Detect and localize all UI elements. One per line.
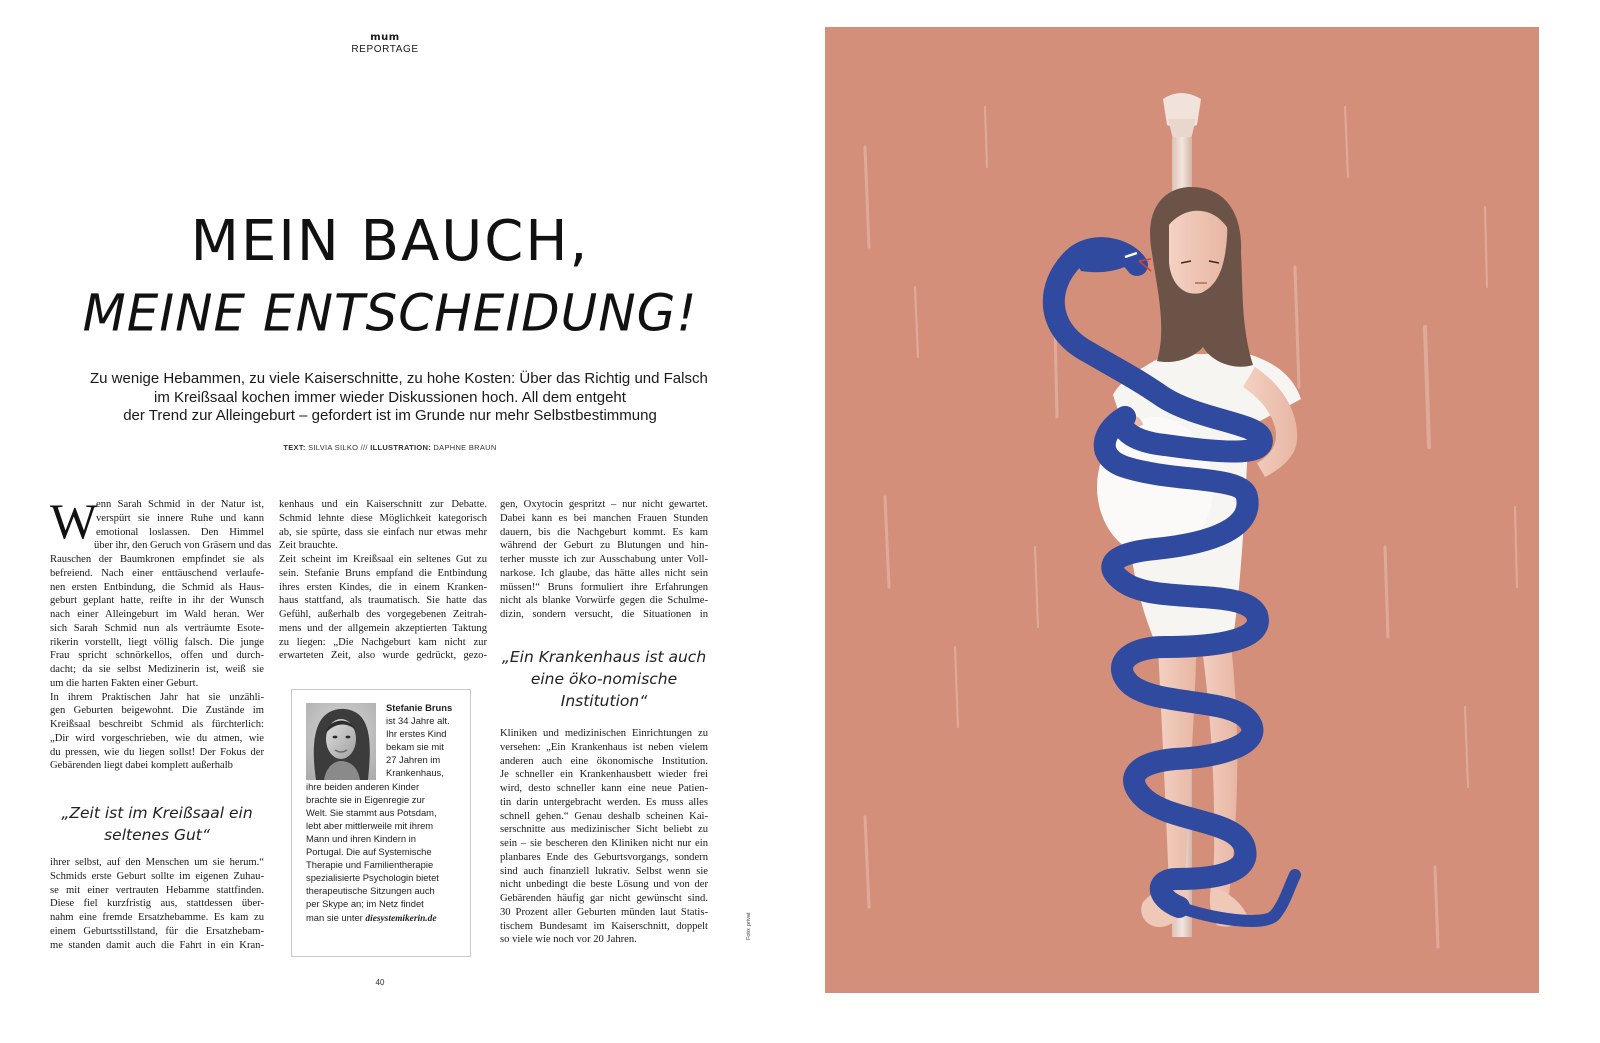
text-line: mens und der allgemein akzeptierten Taktung <box>279 622 487 634</box>
text-line: tin darin untergebracht werden. Es muss alles <box>500 796 708 808</box>
text-line: planbares Ende des Geburtsvorgangs, sondern <box>500 851 708 863</box>
article-column-3 <box>500 498 708 622</box>
text-line: me standen damit auch die Fahrt in ein Kran- <box>50 939 264 951</box>
text-label: TEXT: <box>283 443 306 452</box>
text-line: Dabei kann es bei manchen Frauen Stunden <box>500 512 708 524</box>
text-line: In ihrem Praktischen Jahr hat sie unzähli- <box>50 691 264 703</box>
article-column-1 <box>50 493 272 773</box>
text-line: emotional loslassen. Den Himmel <box>96 526 264 538</box>
lead-line: Zu wenige Hebammen, zu viele Kaiserschnitte, zu hohe Kosten: Über das Richtig und Falsch <box>90 370 708 387</box>
bio-line: Therapie und Familientherapie <box>306 859 434 871</box>
text-line: Diese fiel kurzfristig aus, stattdessen über- <box>50 898 264 910</box>
lead-line: im Kreißsaal kochen immer wieder Diskussionen hoch. All dem entgeht <box>154 388 626 406</box>
text-line: Je schneller ein Krankenhausbett wieder frei <box>500 769 708 781</box>
text-line: Schmid lehnte diese Möglichkeit kategorisch <box>279 512 487 524</box>
photo-credit: Foto: privat <box>746 912 752 940</box>
text-line: zu liegen: „Die Nachgeburt kam nicht zur <box>279 636 487 648</box>
text-line: „Dir wird vorgeschrieben, wie du atmen, wie <box>50 732 264 744</box>
bio-line: lebt aber mittlerweile mit ihrem <box>306 819 434 831</box>
text-line: kenhaus und ein Kaiserschnitt zur Debatte. <box>279 499 487 510</box>
text-line: nahm eine fremde Ersatzhebamme. Es kam zu <box>50 912 264 923</box>
text-line: nen ersten Entbindung, die Schmid als Haus- <box>50 581 264 593</box>
bio-box <box>291 689 471 957</box>
text-line: befreiend. Nach einer enttäuschend verlaufe- <box>50 567 264 579</box>
byline-credits <box>0 443 780 452</box>
text-line: haus stattfand, als traumatisch. Sie hatte das <box>279 595 487 607</box>
section-label: REPORTAGE <box>351 44 419 55</box>
bio-line: 27 Jahren im <box>386 754 441 766</box>
text-line: dauern, bis die Nachgeburt kommt. Es kam <box>500 526 708 538</box>
article-column-2 <box>279 498 487 663</box>
text-line: geburt geplant hatte, reifte in ihr der Wunsch <box>50 595 264 607</box>
illustration-artwork <box>825 27 1539 993</box>
text-line: terher musste ich zur Ausschabung unter Voll- <box>500 554 708 565</box>
illustration <box>825 27 1539 993</box>
bio-line: Mann und ihren Kindern in <box>306 832 416 844</box>
text-line: Frau spricht schnörkellos, offen und durch- <box>50 650 264 662</box>
bio-line <box>306 911 460 926</box>
text-line: müssen!“ Bruns formuliert ihre Erfahrungen <box>500 581 708 593</box>
text-line: Schmids erste Geburt sollte im eigenen Zuhau- <box>50 870 264 882</box>
text-line: serschnitte aus medizinischer Sicht beliebt zu <box>500 824 708 836</box>
text-line: während der Geburt zu Blutungen und hin- <box>500 540 708 552</box>
text-line: Gebärenden liegt dabei komplett außerhalb <box>50 760 233 772</box>
pull-quote-1: „Zeit ist im Kreißsaal ein seltenes Gut“ <box>61 804 253 844</box>
drop-cap: W <box>50 493 98 549</box>
bio-website-link[interactable]: diesystemikerin.de <box>365 913 437 924</box>
text-line: Zeit brauchte. <box>279 540 338 552</box>
text-line: tischem Bundesamt im Kaiserschnitt, doppelt <box>500 920 708 932</box>
text-line: Gebärenden häufig gar nicht gewünscht sind. <box>500 893 708 904</box>
text-line: erwarteten Zeit, also wurde gedrückt, gezo- <box>279 650 487 662</box>
bio-line: per Skype an; im Netz findet <box>306 898 424 910</box>
text-line: Gefühl, außerhalb des vorgegebenen Zeitrah- <box>279 609 487 620</box>
illustration-author: DAPHNE BRAUN <box>433 443 497 452</box>
pull-quote-2: „Ein Krankenhaus ist auch eine öko-nomische Institution“ <box>501 648 707 710</box>
text-line: versehen: „Ein Krankenhaus ist neben vielem <box>500 741 708 753</box>
text-line: nach einer Alleingeburt im Wald heran. Wer <box>50 609 264 620</box>
text-line: enn Sarah Schmid in der Natur ist, <box>96 499 264 510</box>
text-line: ihrer selbst, auf den Menschen um sie herum.“ <box>50 857 264 868</box>
text-line: schnell gehen.“ Genau deshalb scheinen Kai- <box>500 810 708 822</box>
text-line: narkose. Ich glaube, das hätte alles nicht sein <box>500 567 708 579</box>
brand-name: mum <box>370 32 400 43</box>
text-line: sind auch finanziell lukrativ. Selbst wenn sie <box>500 865 708 877</box>
bio-name: Stefanie Bruns <box>386 702 453 713</box>
text-line: verspürt sie innere Ruhe und kann <box>96 512 264 524</box>
text-line: so viele wie noch vor 20 Jahren. <box>500 934 637 946</box>
text-line: se mit einer vertrauten Hebamme stattfinden. <box>50 884 264 896</box>
page-number: 40 <box>375 978 385 987</box>
text-line: dizin, sondern versucht, die Situationen in <box>500 609 708 620</box>
text-line: sein. Stefanie Bruns empfand die Entbindung <box>279 567 487 579</box>
text-line: nicht als blanke Vorwürfe gegen die Schulme- <box>500 595 708 607</box>
bio-line: ist 34 Jahre alt. <box>386 715 450 727</box>
article-column-3-continued <box>500 727 708 947</box>
magazine-kicker <box>340 32 430 55</box>
text-line: gen Geburten beigewohnt. Die Zustände im <box>50 705 264 717</box>
text-line: um die harten Fakten einer Geburt. <box>50 677 199 689</box>
text-line: rikerin vorstellt, liegt völlig falsch. Die junge <box>50 636 264 648</box>
text-line: Rauschen der Baumkronen empfindet sie als <box>50 554 264 565</box>
bio-line: Portugal. Die auf Systemische <box>306 846 432 858</box>
lead-line: der Trend zur Alleingeburt – gefordert ist im Grunde nur mehr Selbstbestimmung <box>123 407 657 424</box>
text-line: Zeit scheint im Kreißsaal ein seltenes Gut zu <box>279 554 487 565</box>
headline-line-2: MEINE ENTSCHEIDUNG! <box>82 283 698 343</box>
text-line: wird, desto schneller kann eine neue Patien- <box>500 783 708 794</box>
text-line: Kreißsaal beschreibt Schmid als fürchterlich: <box>50 719 264 730</box>
bio-line: spezialisierte Psychologin bietet <box>306 872 439 884</box>
text-line: über ihr, den Geruch von Gräsern und das <box>94 540 272 552</box>
bio-line: bekam sie mit <box>386 741 444 753</box>
bio-line: brachte sie in Eigenregie zur <box>306 793 425 805</box>
lead-paragraph <box>90 370 708 426</box>
text-line: sich Sarah Schmid nun als verträumte Esote- <box>50 622 264 634</box>
bio-line: Krankenhaus, <box>386 767 444 779</box>
text-line: einem Geburtsstillstand, für die Ersatzhebam- <box>50 925 264 937</box>
text-author: SILVIA SILKO /// <box>308 443 368 452</box>
text-line: Kliniken und medizinischen Einrichtungen zu <box>500 728 708 739</box>
text-line: 30 Prozent aller Geburten münden laut Statis- <box>500 906 708 918</box>
illustration-label: ILLUSTRATION: <box>370 443 432 452</box>
text-line: sein – sie bescheren den Kliniken nicht nur ein <box>500 838 708 849</box>
text-line: anderen auch eine ökonomische Institution. <box>500 755 708 767</box>
bio-line-text: man sie unter <box>306 911 363 923</box>
text-line: du pressen, wie du liegen sollst! Der Fokus der <box>50 746 264 758</box>
text-line: nicht unbedingt die beste Lösung und von der <box>500 879 708 891</box>
bio-line: ihre beiden anderen Kinder <box>306 780 420 792</box>
bio-line: therapeutische Sitzungen auch <box>306 885 435 897</box>
bio-text <box>306 701 460 926</box>
article-column-1-continued <box>50 856 264 952</box>
bio-line: Welt. Sie stammt aus Potsdam, <box>306 806 437 818</box>
headline-line-1: MEIN BAUCH, <box>190 209 590 274</box>
text-line: ab, sie spürte, dass sie einfach nur etwas mehr <box>279 526 487 538</box>
bio-line: Ihr erstes Kind <box>386 728 447 740</box>
text-line: gen, Oxytocin gespritzt – nur nicht gewartet. <box>500 499 708 510</box>
text-line: ihres ersten Kindes, die in einem Kranken- <box>279 581 487 593</box>
text-line: dacht; da sie selbst Medizinerin ist, weiß sie <box>50 664 264 675</box>
